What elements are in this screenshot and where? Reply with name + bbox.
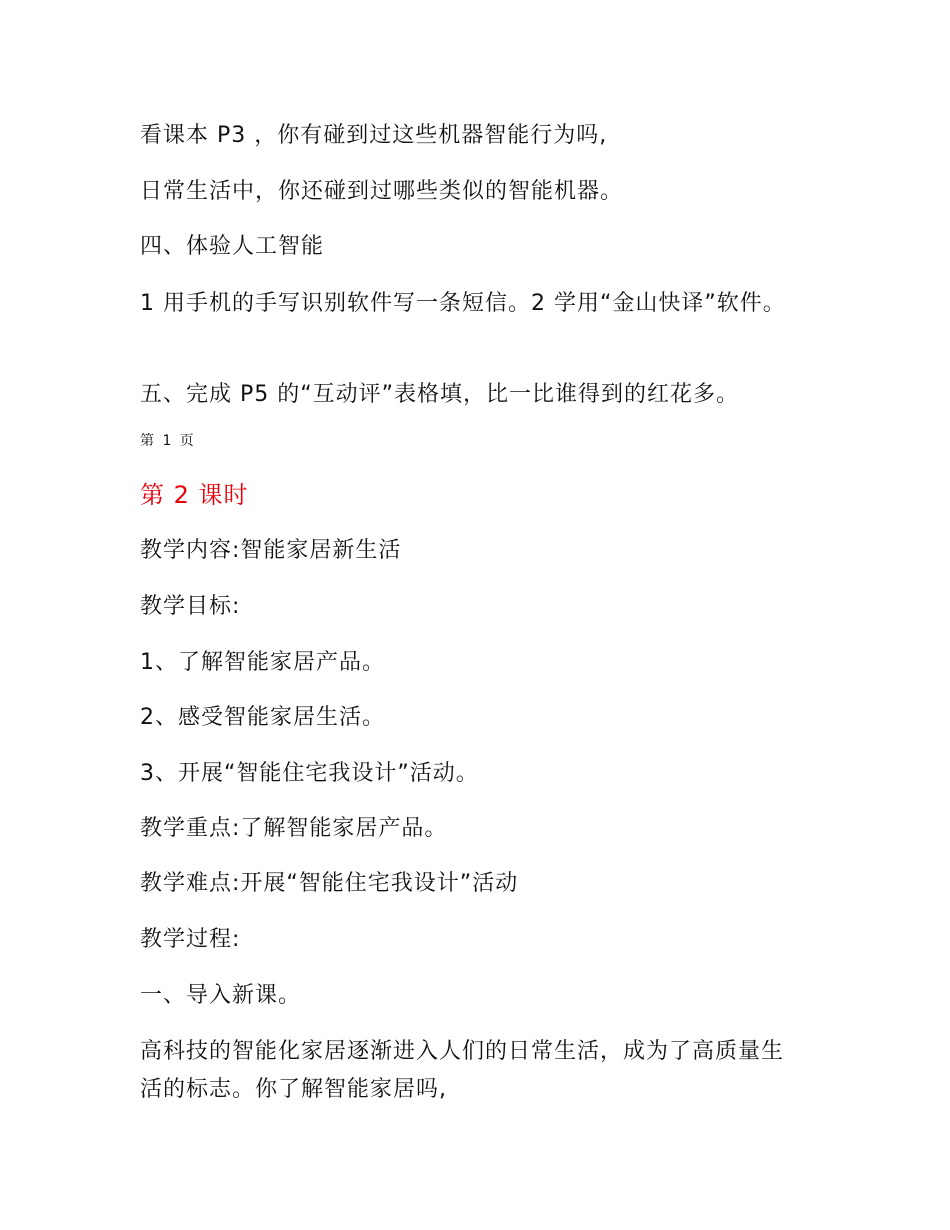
list-item: 2、感受智能家居生活。 bbox=[140, 705, 385, 730]
text-paragraph: 高科技的智能化家居逐渐进入人们的日常生活，成为了高质量生活的标志。你了解智能家居吗, bbox=[140, 1039, 785, 1102]
text-line: 教学内容:智能家居新生活 bbox=[140, 538, 402, 563]
section-heading: 一、导入新课。 bbox=[140, 983, 302, 1008]
list-item: 1、了解智能家居产品。 bbox=[140, 650, 385, 675]
list-item: 3、开展“智能住宅我设计”活动。 bbox=[140, 761, 479, 786]
text-line: 教学难点:开展“智能住宅我设计”活动 bbox=[140, 871, 519, 896]
text-line: 看课本 P3 ，你有碰到过这些机器智能行为吗, bbox=[140, 123, 608, 148]
text-line: 日常生活中，你还碰到过哪些类似的智能机器。 bbox=[140, 179, 624, 204]
text-line: 教学重点:了解智能家居产品。 bbox=[140, 816, 448, 841]
lesson-heading: 第 2 课时 bbox=[140, 481, 249, 509]
text-paragraph: 1 用手机的手写识别软件写一条短信。2 学用“金山快译”软件。 bbox=[140, 291, 786, 316]
section-heading: 五、完成 P5 的“互动评”表格填，比一比谁得到的红花多。 bbox=[140, 382, 740, 407]
text-line: 教学过程: bbox=[140, 927, 241, 952]
page-number: 第 1 页 bbox=[140, 433, 196, 449]
section-heading: 四、体验人工智能 bbox=[140, 234, 325, 259]
text-line: 教学目标: bbox=[140, 594, 241, 619]
